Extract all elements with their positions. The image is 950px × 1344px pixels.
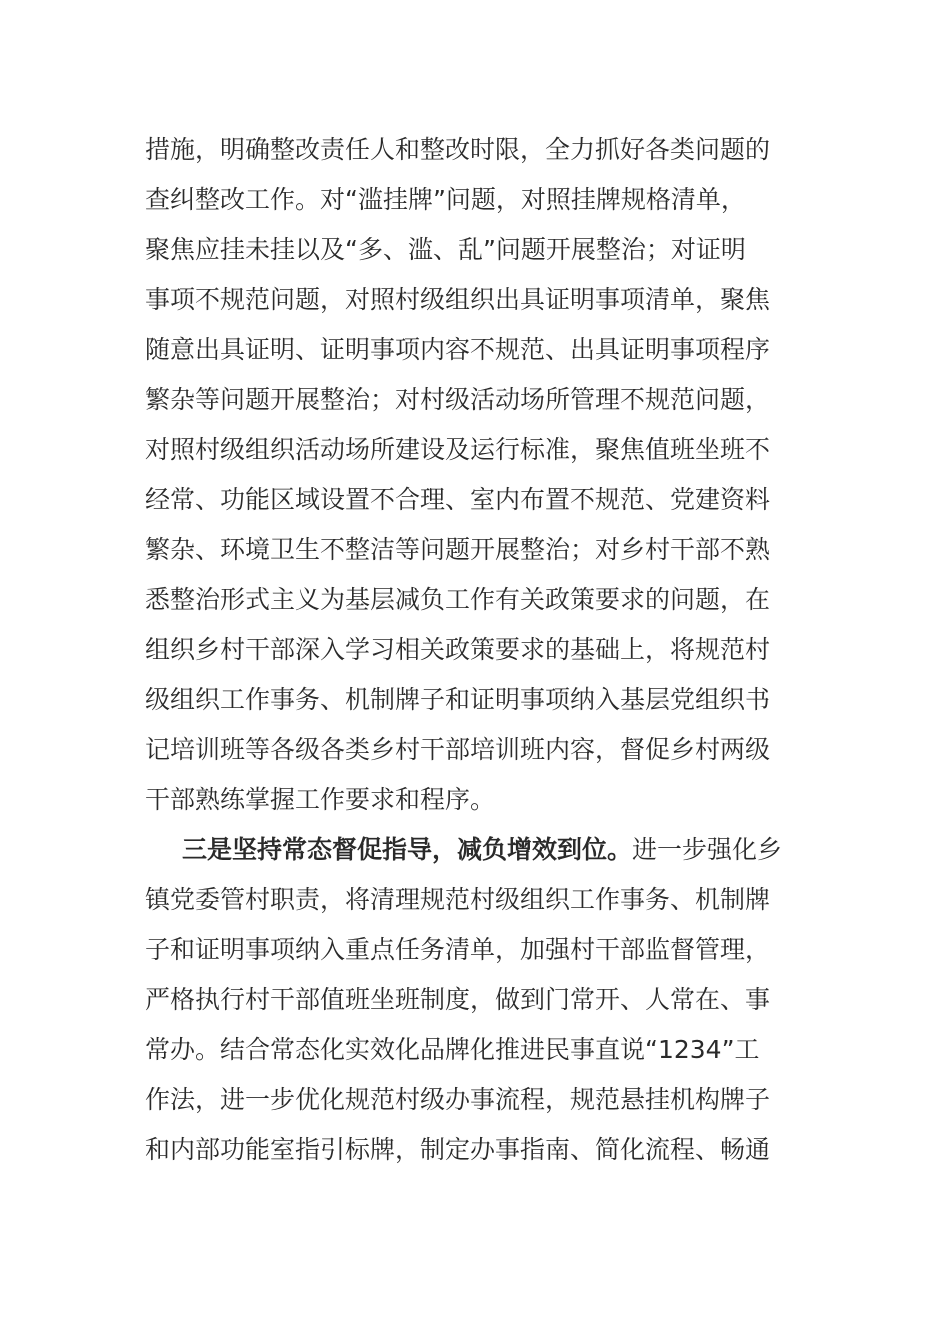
text-line: 严格执行村干部值班坐班制度，做到门常开、人常在、事 <box>145 985 771 1014</box>
text-line: 常办。结合常态化实效化品牌化推进民事直说“1234”工 <box>145 1035 760 1064</box>
text-line: 查纠整改工作。对“滥挂牌”问题，对照挂牌规格清单， <box>145 185 746 214</box>
text-line: 组织乡村干部深入学习相关政策要求的基础上，将规范村 <box>145 635 771 664</box>
text-line: 聚焦应挂未挂以及“多、滥、乱”问题开展整治；对证明 <box>145 235 746 264</box>
text-line: 随意出具证明、证明事项内容不规范、出具证明事项程序 <box>145 335 771 364</box>
text-line: 对照村级组织活动场所建设及运行标准，聚焦值班坐班不 <box>145 435 771 464</box>
text-line: 镇党委管村职责，将清理规范村级组织工作事务、机制牌 <box>145 885 771 914</box>
text-line: 事项不规范问题，对照村级组织出具证明事项清单，聚焦 <box>145 285 771 314</box>
text-line: 级组织工作事务、机制牌子和证明事项纳入基层党组织书 <box>145 685 771 714</box>
text-line: 子和证明事项纳入重点任务清单，加强村干部监督管理， <box>145 935 771 964</box>
text-line: 作法，进一步优化规范村级办事流程，规范悬挂机构牌子 <box>145 1085 771 1114</box>
paragraph-heading: 三是坚持常态督促指导，减负增效到位。 <box>182 835 633 864</box>
text-line: 记培训班等各级各类乡村干部培训班内容，督促乡村两级 <box>145 735 771 764</box>
text-line: 和内部功能室指引标牌，制定办事指南、简化流程、畅通 <box>145 1135 771 1164</box>
paragraph-continued <box>145 125 805 825</box>
text-line: 干部熟练掌握工作要求和程序。 <box>145 785 496 814</box>
text-line: 悉整治形式主义为基层减负工作有关政策要求的问题，在 <box>145 585 771 614</box>
text-line: 措施，明确整改责任人和整改时限，全力抓好各类问题的 <box>145 135 771 164</box>
text-line: 经常、功能区域设置不合理、室内布置不规范、党建资料 <box>145 485 771 514</box>
text-line: 繁杂、环境卫生不整洁等问题开展整治；对乡村干部不熟 <box>145 535 771 564</box>
paragraph-first-line <box>145 825 805 875</box>
paragraph-three <box>145 825 805 1175</box>
text-line: 繁杂等问题开展整治；对村级活动场所管理不规范问题， <box>145 385 771 414</box>
text-run: 进一步强化乡 <box>632 835 783 864</box>
